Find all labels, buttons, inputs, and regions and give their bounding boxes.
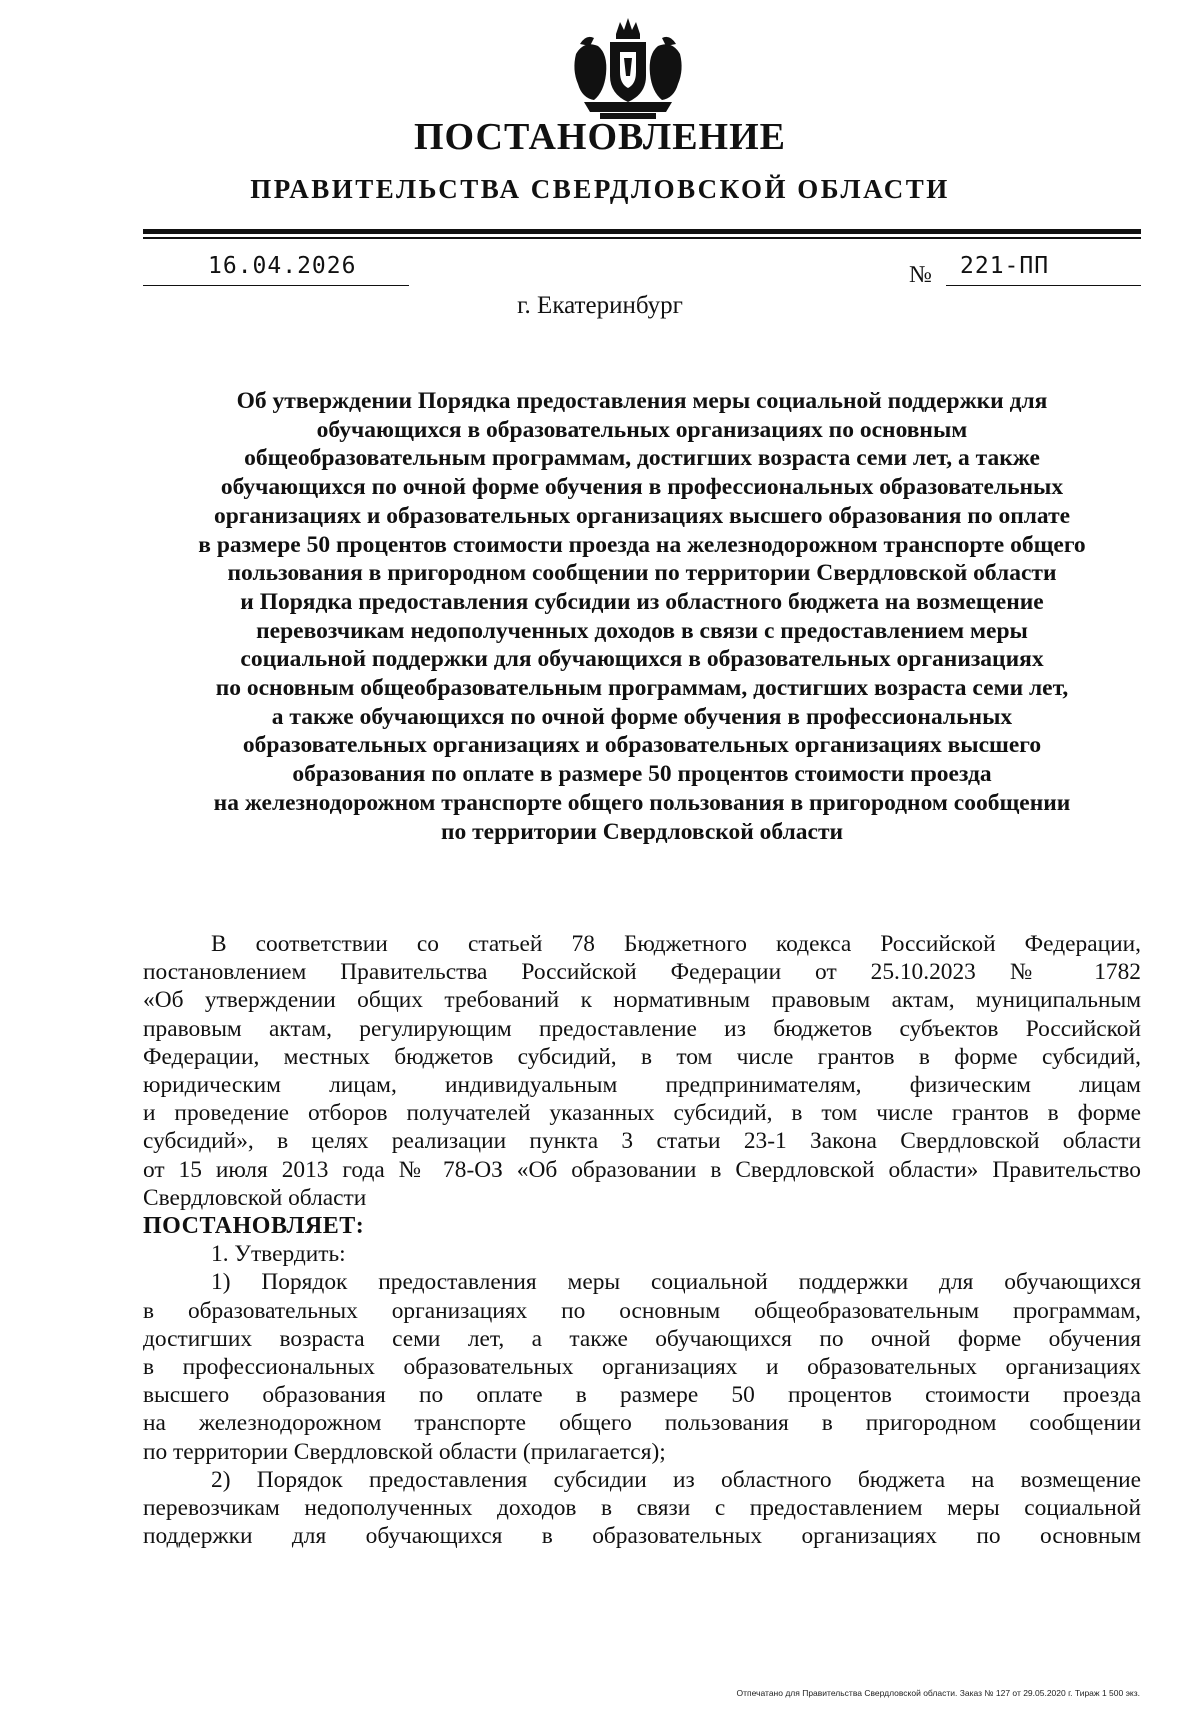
issuer-title: ПРАВИТЕЛЬСТВА СВЕРДЛОВСКОЙ ОБЛАСТИ <box>250 174 950 204</box>
heading-line: по основным общеобразовательным программам, достигших возраста семи лет, <box>215 675 1069 702</box>
item-1-1-line: на железнодорожном транспорте общего пользования в пригородном сообщении <box>143 1410 1141 1437</box>
item-1-2-line: перевозчикам недополученных доходов в связи с предоставлением меры социальной <box>143 1495 1141 1522</box>
decree-number: 221-ПП <box>960 253 1050 279</box>
heading-line: по территории Свердловской области <box>440 818 844 845</box>
preamble-line: В соответствии со статьей 78 Бюджетного кодекса Российской Федерации, <box>211 931 1141 957</box>
preamble-line: постановлением Правительства Российской Федерации от 25.10.2023 № 1782 <box>143 959 1141 986</box>
preamble-line: и проведение отборов получателей указанных субсидий, в том числе грантов в форме <box>143 1100 1141 1127</box>
item-1-1-line: достигших возраста семи лет, а также обучающихся по очной форме обучения <box>143 1325 1141 1352</box>
print-footer: Отпечатано для Правительства Свердловской области. Заказ № 127 от 29.05.2020 г. Тираж 1 500 экз. <box>736 1688 1140 1698</box>
heading-line: пользования в пригородном сообщении по территории Свердловской области <box>227 560 1057 587</box>
heading-line: а также обучающихся по очной форме обучения в профессиональных <box>271 703 1013 730</box>
preamble-line: юридическим лицам, индивидуальным предпринимателям, физическим лицам <box>143 1072 1141 1099</box>
number-sign: № <box>909 262 932 288</box>
heading-line: общеобразовательным программам, достигших возраста семи лет, а также <box>244 445 1040 472</box>
decree-word: ПОСТАНОВЛЯЕТ: <box>143 1213 365 1240</box>
item-1-2-line: поддержки для обучающихся в образовательных организациях по основным <box>143 1523 1141 1550</box>
item-1-2-line: 2) Порядок предоставления субсидии из областного бюджета на возмещение <box>211 1466 1141 1493</box>
item-1-1-line: 1) Порядок предоставления меры социальной поддержки для обучающихся <box>211 1269 1141 1296</box>
item-1-1-line: в образовательных организациях по основным общеобразовательным программам, <box>143 1297 1141 1324</box>
heading-line: образовательных организациях и образовательных организациях высшего <box>242 732 1042 759</box>
date-underline <box>143 285 409 286</box>
heading-line: на железнодорожном транспорте общего пользования в пригородном сообщении <box>213 789 1071 816</box>
item-1-1-line: по территории Свердловской области (прилагается); <box>143 1438 666 1465</box>
heading-line: социальной поддержки для обучающихся в образовательных организациях <box>240 646 1044 673</box>
decree-body <box>143 930 1141 1550</box>
item-1: 1. Утвердить: <box>211 1241 346 1268</box>
item-1-1-line: высшего образования по оплате в размере 50 процентов стоимости проезда <box>143 1382 1141 1409</box>
city: г. Екатеринбург <box>517 292 683 319</box>
heading-line: Об утверждении Порядка предоставления меры социальной поддержки для <box>236 388 1048 414</box>
document-type-title: ПОСТАНОВЛЕНИЕ <box>413 116 787 158</box>
preamble-line: Федерации, местных бюджетов субсидий, в том числе грантов в форме субсидий, <box>143 1043 1141 1070</box>
heading-line: организациях и образовательных организациях высшего образования по оплате <box>213 502 1071 529</box>
preamble-line: Свердловской области <box>143 1184 367 1211</box>
preamble-line: правовым актам, регулирующим предоставление из бюджетов субъектов Российской <box>143 1015 1141 1042</box>
preamble-paragraph <box>143 930 1141 1212</box>
heading-line: образования по оплате в размере 50 процентов стоимости проезда <box>292 761 992 788</box>
preamble-line: от 15 июля 2013 года № 78-ОЗ «Об образовании в Свердловской области» Правительство <box>143 1156 1141 1183</box>
item-1-2-paragraph <box>143 1466 1141 1551</box>
preamble-line: субсидий», в целях реализации пункта 3 статьи 23-1 Закона Свердловской области <box>143 1128 1141 1155</box>
heading-line: перевозчикам недополученных доходов в связи с предоставлением меры <box>256 617 1028 644</box>
item-1-1-line: в профессиональных образовательных организациях и образовательных организациях <box>143 1354 1141 1381</box>
item-1-1-paragraph <box>143 1268 1141 1465</box>
decree-heading <box>143 387 1141 846</box>
decree-date: 16.04.2026 <box>208 253 357 279</box>
heading-line: и Порядка предоставления субсидии из областного бюджета на возмещение <box>240 588 1044 615</box>
header-divider-thin <box>143 237 1141 239</box>
heading-line: обучающихся по очной форме обучения в профессиональных образовательных <box>220 474 1064 501</box>
coat-of-arms-icon <box>570 14 686 122</box>
preamble-line: «Об утверждении общих требований к нормативным правовым актам, муниципальным <box>143 987 1141 1014</box>
heading-line: обучающихся в образовательных организациях по основным <box>316 416 968 443</box>
number-underline <box>946 285 1141 286</box>
heading-line: в размере 50 процентов стоимости проезда на железнодорожном транспорте общего <box>198 531 1086 558</box>
header-divider-thick <box>143 229 1141 234</box>
